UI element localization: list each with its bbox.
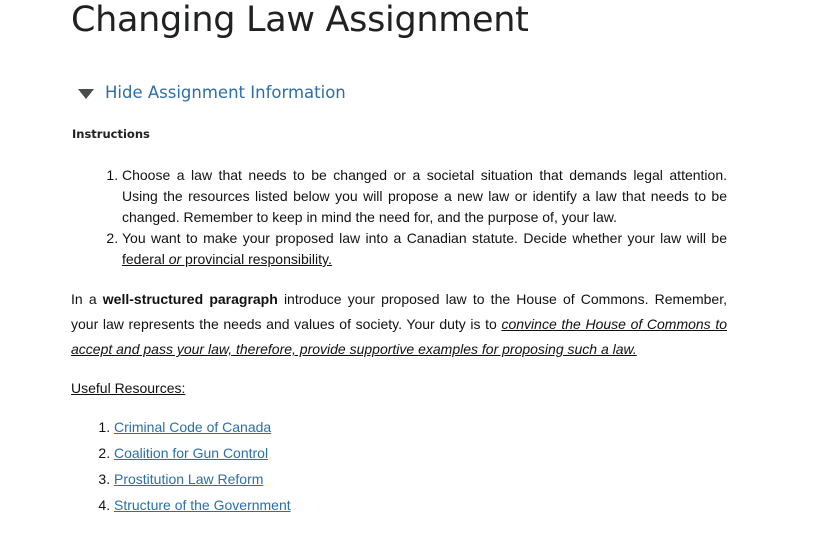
caret-down-icon: [78, 89, 94, 99]
assignment-content: [71, 165, 727, 518]
resource-item: [114, 492, 727, 518]
resource-link-government-structure[interactable]: Structure of the Government: [114, 497, 291, 513]
paragraph-part-1: In a: [71, 291, 103, 307]
paragraph-bold: well-structured paragraph: [102, 291, 278, 307]
or-text: or: [164, 251, 182, 267]
resource-item: [114, 414, 727, 440]
provincial-text: provincial responsibility.: [181, 251, 332, 267]
useful-resources-heading: Useful Resources:: [71, 380, 186, 396]
step-2-text: You want to make your proposed law into a Canadian statute. Decide whether your law will be: [122, 230, 727, 246]
step-1-text: Choose a law that needs to be changed or a societal situation that demands legal attention. Using the resources listed below you will propose a new law or identify a law that needs to be changed. Remember to keep in mind the need for, and the purpose of, your law.: [122, 167, 727, 225]
resource-link-criminal-code[interactable]: Criminal Code of Canada: [114, 419, 272, 435]
paragraph-part-2: introduce your proposed law to the House of Commons. Remember, your law represents the needs and values of society. Your duty is to: [71, 291, 727, 332]
resources-list: [71, 414, 727, 518]
federal-text: federal: [122, 251, 165, 267]
page-title: Changing Law Assignment: [71, 0, 529, 40]
instructions-heading: Instructions: [72, 127, 150, 141]
instruction-step-1: [122, 165, 727, 228]
toggle-label: Hide Assignment Information: [105, 83, 346, 102]
instruction-steps: [71, 165, 727, 270]
paragraph-emphasis: convince the House of Commons to accept and pass your law, therefore, provide supportive examples for proposing such a law.: [71, 316, 727, 357]
hide-assignment-info-toggle[interactable]: [78, 82, 346, 104]
resource-link-gun-control[interactable]: Coalition for Gun Control: [114, 445, 269, 461]
resource-link-prostitution-law[interactable]: Prostitution Law Reform: [114, 471, 264, 487]
instruction-step-2: [122, 228, 727, 270]
resource-item: [114, 466, 727, 492]
assignment-paragraph: [71, 287, 727, 362]
resource-item: [114, 440, 727, 466]
